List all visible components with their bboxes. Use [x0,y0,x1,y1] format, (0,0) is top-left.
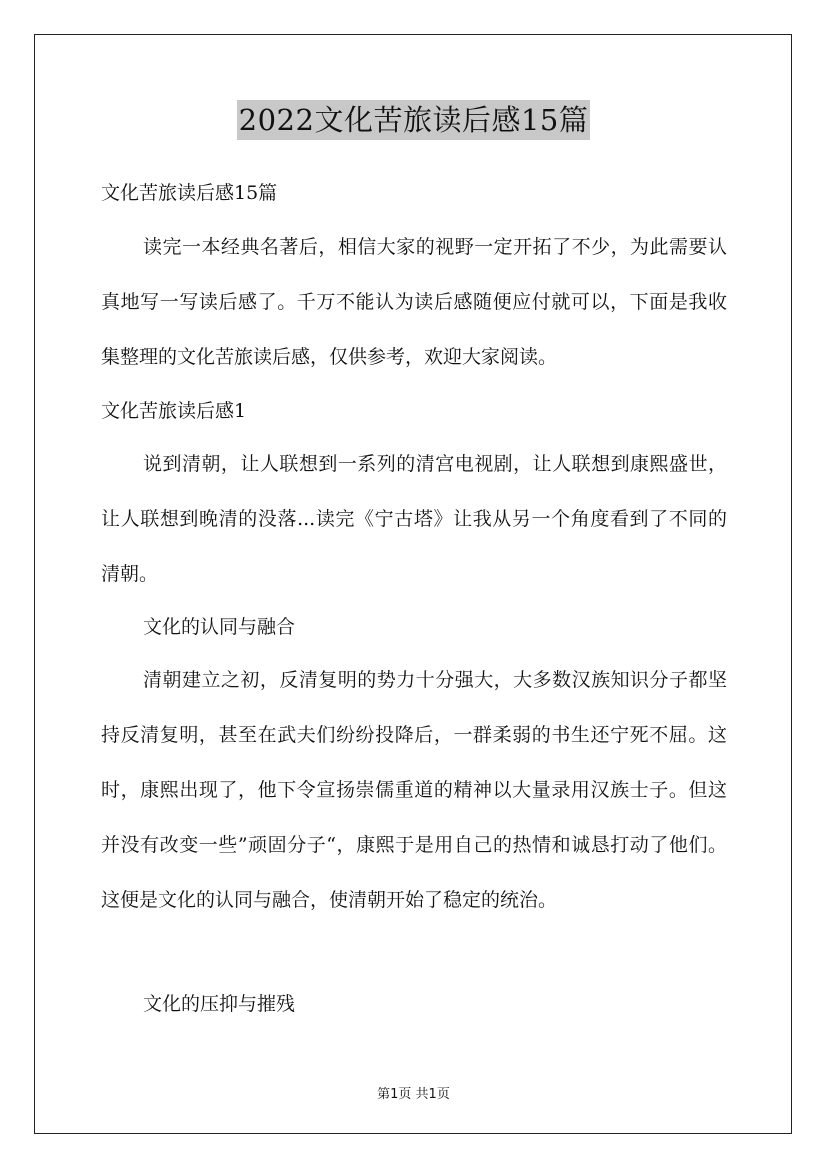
document-title: 2022文化苦旅读后感15篇 [237,100,591,140]
section-title: 文化苦旅读后感1 [101,400,247,422]
paragraph-2: 清朝建立之初，反清复明的势力十分强大，大多数汉族知识分子都坚持反清复明，甚至在武夫们纷纷投降后，一群柔弱的书生还宁死不屈。这时，康熙出现了，他下令宣扬崇儒重道的精神以大量录用汉族士子。但这并没有改变一些”顽固分子“，康熙于是用自己的热情和诚恳打动了他们。这便是文化的认同与融合，使清朝开始了稳定的统治。 [101,669,727,911]
title-wrap [0,100,827,140]
paragraph-1: 说到清朝，让人联想到一系列的清宫电视剧，让人联想到康熙盛世，让人联想到晚清的没落...读完《宁古塔》让我从另一个角度看到了不同的清朝。 [101,453,727,585]
intro-paragraph: 读完一本经典名著后，相信大家的视野一定开拓了不少，为此需要认真地写一写读后感了。千万不能认为读后感随便应付就可以，下面是我收集整理的文化苦旅读后感，仅供参考，欢迎大家阅读。 [101,236,727,368]
page-footer: 第1页 共1页 [377,1087,450,1102]
document-subtitle: 文化苦旅读后感15篇 [101,182,278,204]
subheading-2: 文化的压抑与摧残 [143,993,296,1015]
subheading-1: 文化的认同与融合 [143,616,296,638]
